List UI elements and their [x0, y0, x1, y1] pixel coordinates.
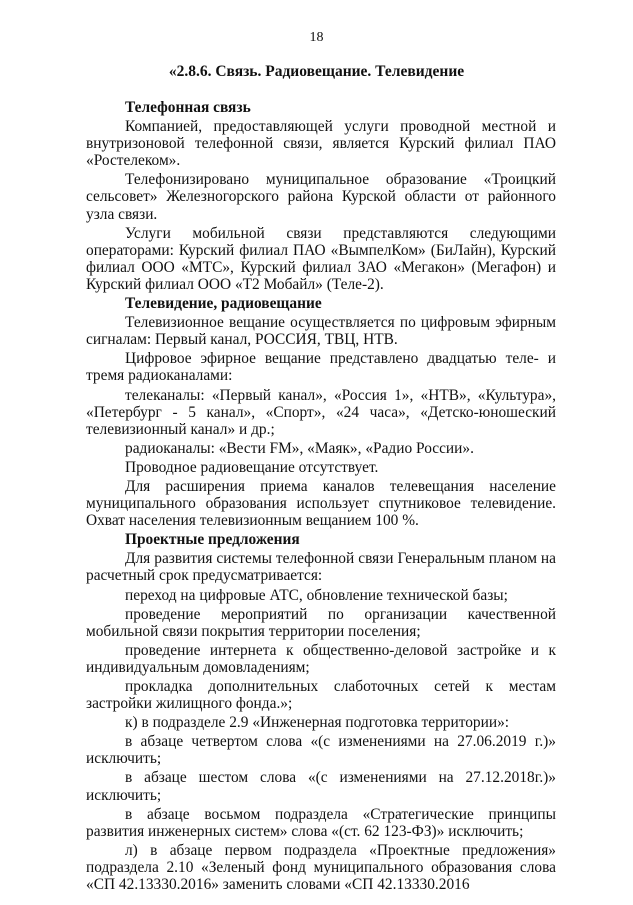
- document-body: [86, 99, 556, 893]
- paragraph: Цифровое эфирное вещание представлено двадцатью теле- и тремя радиоканалами:: [86, 350, 556, 385]
- paragraph: Телефонизировано муниципальное образование «Троицкий сельсовет» Железногорского района Курской области от районного узла связи.: [86, 171, 556, 223]
- paragraph: л) в абзаце первом подраздела «Проектные предложения» подраздела 2.10 «Зеленый фонд муниципального образования слова «СП 42.13330.2016» заменить словами «СП 42.13330.2016: [86, 841, 556, 894]
- paragraph: в абзаце шестом слова «(с изменениями на 27.12.2018г.)» исключить;: [86, 769, 556, 804]
- subheading-phone: Телефонная связь: [125, 99, 251, 116]
- paragraph: переход на цифровые АТС, обновление технической базы;: [125, 586, 508, 604]
- paragraph: проведение интернета к общественно-деловой застройке и к индивидуальным домовладениям;: [86, 641, 556, 676]
- paragraph: Услуги мобильной связи представляются следующими операторами: Курский филиал ПАО «ВымпелКом» (БиЛайн), Курский филиал ООО «МТС», Курский филиал ЗАО «Мегакон» (Мегафон) и Курский филиал ООО «Т2 Мобайл» (Теле-2).: [86, 224, 556, 293]
- paragraph: в абзаце восьмом подраздела «Стратегические принципы развития инженерных систем» слова «(ст. 62 123-ФЗ)» исключить;: [86, 805, 556, 840]
- paragraph: к) в подразделе 2.9 «Инженерная подготовка территории»:: [125, 714, 510, 732]
- paragraph: Телевизионное вещание осуществляется по цифровым эфирным сигналам: Первый канал, РОССИЯ, ТВЦ, НТВ.: [86, 314, 556, 349]
- paragraph: Для расширения приема каналов телевещания население муниципального образования использует спутниковое телевидение. Охват населения телевизионным вещанием 100 %.: [86, 477, 556, 530]
- paragraph: телеканалы: «Первый канал», «Россия 1», «НТВ», «Культура», «Петербург - 5 канал», «Спорт», «24 часа», «Детско-юношеский телевизионный канал» и др.;: [86, 386, 556, 438]
- paragraph: Проводное радиовещание отсутствует.: [125, 458, 379, 476]
- section-heading: «2.8.6. Связь. Радиовещание. Телевидение: [168, 63, 465, 80]
- paragraph: радиоканалы: «Вести FM», «Маяк», «Радио России».: [125, 439, 474, 457]
- paragraph: Для развития системы телефонной связи Генеральным планом на расчетный срок предусматривается:: [86, 550, 556, 585]
- subheading-tv: Телевидение, радиовещание: [125, 295, 322, 313]
- paragraph: проведение мероприятий по организации качественной мобильной связи покрытия территории поселения;: [86, 605, 556, 640]
- subheading-proposals: Проектные предложения: [125, 531, 300, 549]
- paragraph: Компанией, предоставляющей услуги проводной местной и внутризоновой телефонной связи, является Курский филиал ПАО «Ростелеком».: [86, 118, 556, 170]
- paragraph: прокладка дополнительных слаботочных сетей к местам застройки жилищного фонда.»;: [86, 678, 556, 713]
- paragraph: в абзаце четвертом слова «(с изменениями на 27.06.2019 г.)» исключить;: [86, 733, 556, 768]
- page-number: 18: [309, 30, 324, 45]
